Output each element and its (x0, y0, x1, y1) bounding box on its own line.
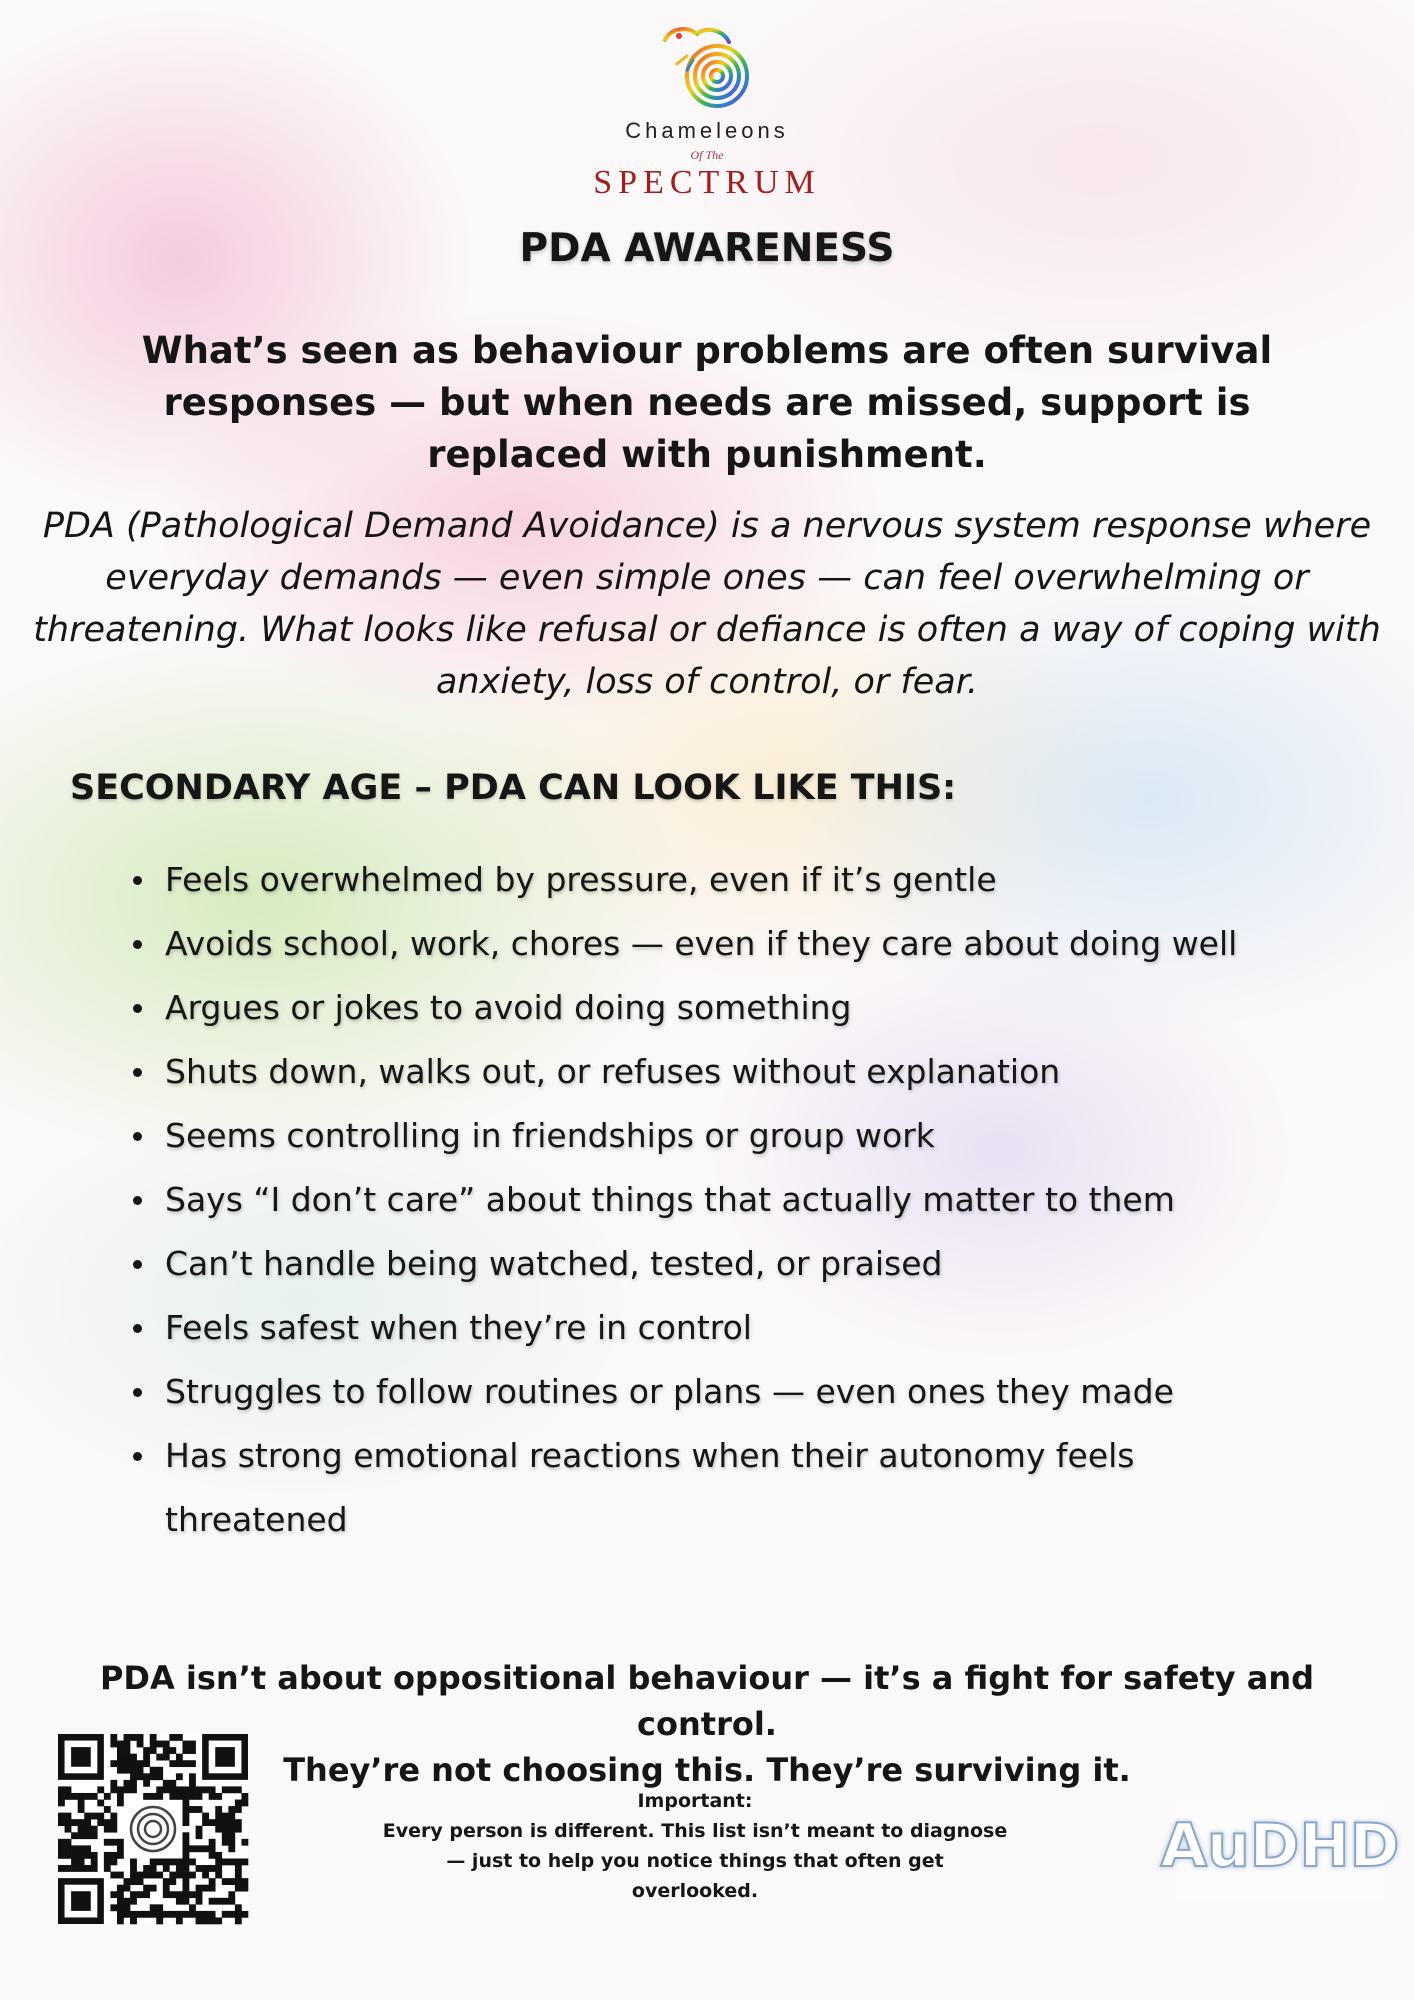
list-item: Has strong emotional reactions when their autonomy feels threatened (125, 1424, 1285, 1552)
pda-definition: PDA (Pathological Demand Avoidance) is a nervous system response where everyday demands — even simple ones — can feel overwhelming or threatening. What looks like refusal or defiance is often a way of coping with anxiety, loss of control, or fear. (33, 506, 1381, 702)
list-item: Says “I don’t care” about things that actually matter to them (125, 1168, 1285, 1232)
qr-code[interactable] (58, 1734, 248, 1924)
lead-statement: What’s seen as behaviour problems are often survival responses — but when needs are missed, support is replaced with punishment. (141, 329, 1273, 476)
list-item: Feels overwhelmed by pressure, even if it’s gentle (125, 848, 1285, 912)
list-item: Shuts down, walks out, or refuses without explanation (125, 1040, 1285, 1104)
list-item: Feels safest when they’re in control (125, 1296, 1285, 1360)
list-item: Can’t handle being watched, tested, or praised (125, 1232, 1285, 1296)
brand-name: Chameleons (625, 118, 789, 143)
audhd-logo-text: AuDHD (1160, 1811, 1400, 1881)
list-item: Struggles to follow routines or plans — even ones they made (125, 1360, 1285, 1424)
signs-list (125, 848, 1285, 1552)
important-line-2: — just to help you notice things that often get (446, 1850, 944, 1872)
important-label: Important: (637, 1790, 753, 1812)
brand-name-middle: Of The (690, 148, 724, 162)
list-item: Seems controlling in friendships or group work (125, 1104, 1285, 1168)
closing-line-1: PDA isn’t about oppositional behaviour — it’s a fight for safety and control. (99, 1659, 1315, 1743)
list-item: Argues or jokes to avoid doing something (125, 976, 1285, 1040)
important-line-3: overlooked. (631, 1880, 759, 1902)
section-heading: SECONDARY AGE – PDA CAN LOOK LIKE THIS: (70, 768, 957, 808)
important-line-1: Every person is different. This list isn’t meant to diagnose (382, 1820, 1008, 1842)
brand-name-spectrum: SPECTRUM (593, 164, 821, 201)
page-title: PDA AWARENESS (519, 226, 895, 271)
important-note (370, 1786, 1020, 1906)
audhd-logo-icon (1160, 1800, 1400, 1900)
closing-line-2: They’re not choosing this. They’re surviving it. (283, 1751, 1131, 1789)
list-item: Avoids school, work, chores — even if they care about doing well (125, 912, 1285, 976)
chameleon-logo-icon (657, 16, 757, 116)
